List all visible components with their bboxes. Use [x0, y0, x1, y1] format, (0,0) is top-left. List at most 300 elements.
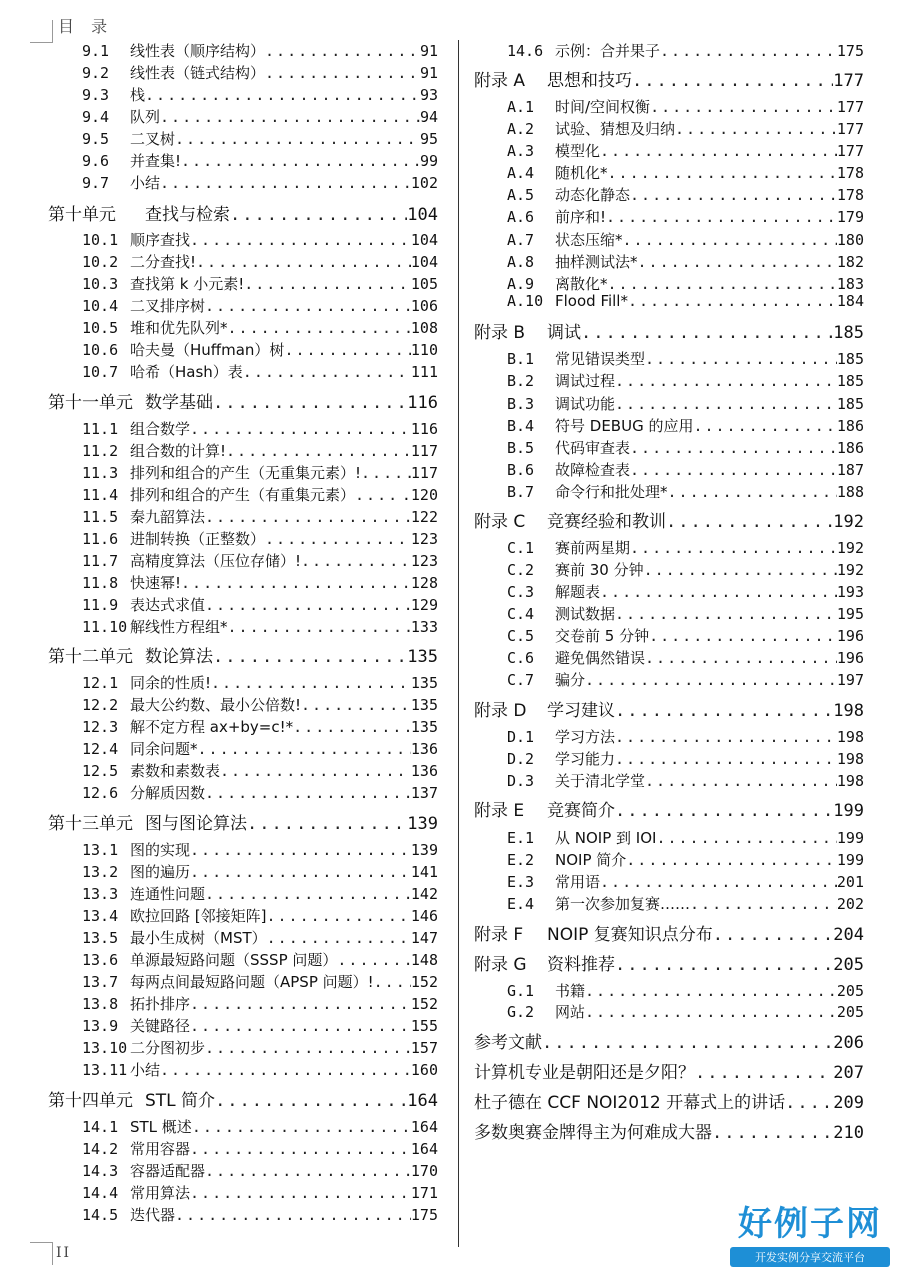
toc-entry-row[interactable]	[507, 726, 864, 748]
dot-leader	[615, 701, 833, 721]
toc-entry-row[interactable]	[82, 883, 438, 905]
page-ref: 177	[833, 71, 864, 91]
entry-title: 赛前两星期	[555, 539, 631, 557]
dot-leader	[181, 574, 411, 592]
dot-leader	[585, 1003, 837, 1021]
toc-entry-row[interactable]	[82, 229, 438, 251]
entry-number: A.1	[507, 98, 535, 116]
dot-leader	[205, 784, 411, 802]
toc-chapter-row[interactable]	[474, 66, 864, 92]
entry-number: A.9	[507, 275, 535, 293]
dot-leader	[355, 486, 402, 504]
dot-leader	[190, 1017, 411, 1035]
page-ref: 104	[410, 253, 438, 271]
dot-leader	[713, 925, 834, 945]
page-ref: 177	[836, 142, 864, 160]
page-ref: 135	[407, 647, 438, 667]
toc-entry-row[interactable]	[82, 1116, 438, 1138]
toc-entry-row[interactable]	[507, 481, 864, 503]
dot-leader	[656, 829, 836, 847]
entry-number: 12.4	[82, 740, 119, 758]
entry-number: 11.7	[82, 552, 119, 570]
toc-entry-row[interactable]	[507, 893, 864, 915]
toc-entry-row[interactable]	[507, 437, 864, 459]
entry-title: 状态压缩*	[555, 231, 623, 249]
toc-entry-row[interactable]	[507, 537, 864, 559]
toc-chapter-row[interactable]	[474, 1088, 864, 1114]
entry-title: 从 NOIP 到 IOI	[555, 829, 657, 847]
entry-title: 每两点间最短路问题（APSP 问题）!	[130, 973, 374, 991]
dot-leader	[615, 395, 837, 413]
toc-entry-row[interactable]	[82, 861, 438, 883]
dot-leader	[608, 275, 837, 293]
toc-entry-row[interactable]	[82, 1059, 438, 1081]
entry-title: 常用算法	[130, 1184, 191, 1202]
toc-entry-row[interactable]	[82, 62, 438, 84]
entry-title: 堆和优先队列*	[130, 319, 228, 337]
toc-entry-row[interactable]	[507, 206, 864, 228]
toc-entry-row[interactable]	[82, 418, 438, 440]
dot-leader	[190, 863, 411, 881]
dot-leader	[215, 1091, 407, 1111]
dot-leader	[675, 120, 837, 138]
toc-entry-row[interactable]	[82, 40, 438, 62]
page-ref: 185	[836, 372, 864, 390]
entry-title: 关于清北学堂	[555, 772, 646, 790]
entry-title: 排列和组合的产生（无重集元素）!	[130, 464, 362, 482]
chapter-title: 图与图论算法	[145, 814, 247, 834]
entry-number: G.2	[507, 1003, 535, 1021]
toc-entry-row[interactable]	[82, 738, 438, 760]
entry-title: 随机化*	[555, 164, 608, 182]
entry-number: 11.5	[82, 508, 119, 526]
entry-number: 13.10	[82, 1039, 128, 1057]
entry-title: 网站	[555, 1003, 586, 1021]
entry-number: A.7	[507, 231, 535, 249]
entry-title: 同余问题*	[130, 740, 198, 758]
chapter-title: 竞赛经验和教训	[547, 512, 666, 532]
entry-title: 小结	[130, 174, 161, 192]
page-ref: 108	[410, 319, 438, 337]
entry-number: B.4	[507, 417, 535, 435]
page-ref: 175	[410, 1206, 438, 1224]
toc-entry-row[interactable]	[82, 905, 438, 927]
entry-number: B.2	[507, 372, 535, 390]
dot-leader	[192, 1118, 411, 1136]
chapter-number: 附录 F	[474, 925, 524, 945]
page-ref: 202	[836, 895, 864, 913]
toc-entry-row[interactable]	[82, 440, 438, 462]
entry-title: 线性表（链式结构）	[130, 64, 266, 82]
entry-title: 图的遍历	[130, 863, 191, 881]
dot-leader	[542, 1033, 833, 1053]
page-ref: 147	[410, 929, 438, 947]
toc-entry-row[interactable]	[507, 162, 864, 184]
toc-entry-row[interactable]	[82, 462, 438, 484]
entry-number: 9.5	[82, 130, 110, 148]
entry-number: 9.7	[82, 174, 110, 192]
toc-chapter-row[interactable]	[48, 1086, 438, 1112]
toc-chapter-row[interactable]	[48, 200, 438, 226]
dot-leader	[608, 164, 837, 182]
entry-number: C.7	[507, 671, 535, 689]
entry-title: Flood Fill*	[555, 292, 628, 310]
entry-title: 二叉排序树	[130, 297, 206, 315]
toc-entry-row[interactable]	[507, 559, 864, 581]
entry-title: 高精度算法（压位存储）!	[130, 552, 302, 570]
dot-leader	[205, 297, 411, 315]
toc-entry-row[interactable]	[82, 172, 438, 194]
toc-entry-row[interactable]	[507, 625, 864, 647]
site-logo	[730, 1196, 890, 1267]
page-number: II	[56, 1245, 72, 1261]
entry-title: 同余的性质!	[130, 674, 212, 692]
entry-title: 连通性问题	[130, 885, 206, 903]
dot-leader	[660, 42, 837, 60]
toc-entry-row[interactable]	[82, 971, 438, 993]
dot-leader	[644, 561, 837, 579]
entry-number: B.7	[507, 483, 535, 501]
toc-entry-row[interactable]	[82, 1204, 438, 1226]
dot-leader	[695, 1063, 833, 1083]
dot-leader	[175, 130, 420, 148]
dot-leader	[181, 152, 420, 170]
entry-number: 13.8	[82, 995, 119, 1013]
toc-entry-row[interactable]	[507, 748, 864, 770]
entry-number: 11.3	[82, 464, 119, 482]
entry-number: A.5	[507, 186, 535, 204]
toc-entry-row[interactable]	[82, 760, 438, 782]
page-ref: 135	[410, 718, 438, 736]
dot-leader	[190, 841, 411, 859]
toc-entry-row[interactable]	[82, 1037, 438, 1059]
page-ref: 93	[419, 86, 438, 104]
toc-chapter-row[interactable]	[48, 388, 438, 414]
dot-leader	[265, 42, 420, 60]
entry-number: 9.1	[82, 42, 110, 60]
entry-title: STL 概述	[130, 1118, 192, 1136]
page-ref: 192	[836, 539, 864, 557]
page-ref: 110	[410, 341, 438, 359]
entry-number: 11.8	[82, 574, 119, 592]
toc-entry-row[interactable]	[82, 1015, 438, 1037]
toc-entry-row[interactable]	[82, 694, 438, 716]
dot-leader	[628, 292, 837, 310]
toc-entry-row[interactable]	[82, 150, 438, 172]
entry-number: 13.1	[82, 841, 119, 859]
page-ref: 148	[410, 951, 438, 969]
entry-title: 测试数据	[555, 605, 616, 623]
toc-entry-row[interactable]	[507, 118, 864, 140]
entry-title: 解线性方程组*	[130, 618, 228, 636]
entry-title: 第一次参加复赛……	[555, 895, 691, 913]
page-ref: 186	[836, 439, 864, 457]
toc-entry-row[interactable]	[82, 317, 438, 339]
toc-entry-row[interactable]	[507, 393, 864, 415]
entry-number: 13.5	[82, 929, 119, 947]
dot-leader	[293, 718, 411, 736]
page-ref: 164	[407, 1091, 438, 1111]
entry-title: 栈	[130, 86, 146, 104]
dot-leader	[615, 728, 837, 746]
page-ref: 175	[836, 42, 864, 60]
entry-title: 最大公约数、最小公倍数!	[130, 696, 302, 714]
dot-leader	[196, 253, 411, 271]
page-ref: 139	[407, 814, 438, 834]
page-ref: 188	[836, 483, 864, 501]
toc-entry-row[interactable]	[82, 927, 438, 949]
toc-chapter-row[interactable]	[48, 809, 438, 835]
entry-title: 图的实现	[130, 841, 191, 859]
entry-title: 前序和!	[555, 208, 607, 226]
entry-number: 10.6	[82, 341, 119, 359]
toc-entry-row[interactable]	[507, 140, 864, 162]
toc-entry-row[interactable]	[82, 1138, 438, 1160]
page-ref: 187	[836, 461, 864, 479]
dot-leader	[175, 1206, 411, 1224]
page-ref: 94	[419, 108, 438, 126]
dot-leader	[690, 895, 837, 913]
page-ref: 205	[836, 1003, 864, 1021]
page-ref: 160	[410, 1061, 438, 1079]
chapter-title: 学习建议	[547, 701, 615, 721]
toc-chapter-row[interactable]	[474, 507, 864, 533]
entry-number: 12.3	[82, 718, 119, 736]
entry-title: 时间/空间权衡	[555, 98, 651, 116]
page-ref: 152	[410, 973, 438, 991]
entry-number: 10.3	[82, 275, 119, 293]
entry-title: 关键路径	[130, 1017, 191, 1035]
entry-title: NOIP 简介	[555, 851, 627, 869]
entry-number: B.1	[507, 350, 535, 368]
dot-leader	[630, 461, 837, 479]
page-ref: 133	[410, 618, 438, 636]
dot-leader	[265, 530, 411, 548]
dot-leader	[650, 98, 837, 116]
toc-entry-row[interactable]	[507, 96, 864, 118]
dot-leader	[632, 71, 833, 91]
page-ref: 193	[836, 583, 864, 601]
dot-leader	[205, 596, 411, 614]
toc-entry-row[interactable]	[82, 528, 438, 550]
toc-entry-row[interactable]	[82, 672, 438, 694]
page-ref: 136	[410, 740, 438, 758]
toc-entry-row[interactable]	[507, 980, 864, 1002]
entry-title: 解题表	[555, 583, 601, 601]
dot-leader	[211, 674, 411, 692]
toc-entry-row[interactable]	[82, 1160, 438, 1182]
entry-number: C.4	[507, 605, 535, 623]
entry-number: E.3	[507, 873, 535, 891]
chapter-number: 附录 C	[474, 512, 526, 532]
toc-entry-row[interactable]	[507, 415, 864, 437]
chapter-number: 第十四单元	[48, 1091, 133, 1111]
entry-title: 交卷前 5 分钟	[555, 627, 650, 645]
toc-chapter-row[interactable]	[474, 950, 864, 976]
page-ref: 116	[410, 420, 438, 438]
entry-number: E.4	[507, 895, 535, 913]
entry-number: B.6	[507, 461, 535, 479]
entry-number: A.3	[507, 142, 535, 160]
chapter-number: 附录 D	[474, 701, 527, 721]
page-ref: 139	[410, 841, 438, 859]
toc-entry-row[interactable]	[507, 647, 864, 669]
chapter-title: 思想和技巧	[547, 71, 632, 91]
toc-chapter-row[interactable]	[474, 318, 864, 344]
entry-number: 12.5	[82, 762, 119, 780]
entry-title: 拓扑排序	[130, 995, 191, 1013]
toc-chapter-row[interactable]	[474, 920, 864, 946]
dot-leader	[205, 1162, 411, 1180]
page-ref: 198	[836, 728, 864, 746]
entry-number: 9.3	[82, 86, 110, 104]
dot-leader	[247, 814, 407, 834]
page-ref: 117	[410, 442, 438, 460]
toc-entry-row[interactable]	[507, 770, 864, 792]
chapter-title: 数学基础	[145, 393, 213, 413]
toc-entry-row[interactable]	[82, 361, 438, 383]
dot-leader	[585, 671, 837, 689]
dot-leader	[374, 973, 411, 991]
page-ref: 157	[410, 1039, 438, 1057]
logo-sub-text: 开发实例分享交流平台	[730, 1247, 890, 1267]
entry-title: 进制转换（正整数）	[130, 530, 266, 548]
entry-title: 顺序查找	[130, 231, 191, 249]
entry-number: 10.5	[82, 319, 119, 337]
entry-number: B.5	[507, 439, 535, 457]
toc-chapter-row[interactable]	[474, 1058, 864, 1084]
toc-entry-row[interactable]	[507, 184, 864, 206]
page-ref: 155	[410, 1017, 438, 1035]
dot-leader	[265, 64, 420, 82]
page-ref: 196	[836, 627, 864, 645]
dot-leader	[712, 1123, 833, 1143]
toc-entry-row[interactable]	[82, 506, 438, 528]
toc-entry-row[interactable]	[507, 251, 864, 273]
page-ref: 177	[836, 98, 864, 116]
dot-leader	[220, 762, 411, 780]
entry-title: 骗分	[555, 671, 586, 689]
toc-entry-row[interactable]	[82, 949, 438, 971]
entry-number: 14.5	[82, 1206, 119, 1224]
toc-entry-row[interactable]	[82, 106, 438, 128]
toc-entry-row[interactable]	[82, 1182, 438, 1204]
toc-chapter-row[interactable]	[474, 796, 864, 822]
toc-entry-row[interactable]	[507, 229, 864, 251]
page-ref: 182	[836, 253, 864, 271]
dot-leader	[244, 275, 411, 293]
entry-title: 小结	[130, 1061, 161, 1079]
toc-entry-row[interactable]	[82, 273, 438, 295]
entry-number: C.2	[507, 561, 535, 579]
toc-chapter-row[interactable]	[474, 1028, 864, 1054]
toc-entry-row[interactable]	[507, 292, 864, 314]
toc-entry-row[interactable]	[507, 459, 864, 481]
entry-number: 14.1	[82, 1118, 119, 1136]
page-ref: 117	[410, 464, 438, 482]
entry-number: 14.4	[82, 1184, 119, 1202]
chapter-title: 竞赛简介	[547, 801, 615, 821]
entry-title: 书籍	[555, 982, 586, 1000]
entry-number: 10.2	[82, 253, 119, 271]
toc-entry-row[interactable]	[507, 827, 864, 849]
toc-entry-row[interactable]	[82, 339, 438, 361]
toc-entry-row[interactable]	[507, 603, 864, 625]
toc-chapter-row[interactable]	[48, 642, 438, 668]
toc-entry-row[interactable]	[82, 993, 438, 1015]
dot-leader	[645, 649, 837, 667]
logo-main-text: 好例子网	[738, 1204, 882, 1244]
entry-number: 13.9	[82, 1017, 119, 1035]
dot-leader	[160, 1061, 411, 1079]
chapter-title: STL 简介	[145, 1091, 216, 1111]
entry-number: 11.6	[82, 530, 119, 548]
page-ref: 205	[833, 955, 864, 975]
page-header-title: 目 录	[58, 17, 114, 36]
toc-entry-row[interactable]	[507, 871, 864, 893]
chapter-number: 第十单元	[48, 205, 116, 225]
toc-entry-row[interactable]	[82, 572, 438, 594]
page-ref: 141	[410, 863, 438, 881]
entry-title: 赛前 30 分钟	[555, 561, 644, 579]
page-ref: 207	[833, 1063, 864, 1083]
page-ref: 106	[410, 297, 438, 315]
page-ref: 104	[407, 205, 438, 225]
entry-number: 11.9	[82, 596, 119, 614]
entry-title: 二叉树	[130, 130, 176, 148]
toc-entry-row[interactable]	[507, 669, 864, 691]
toc-entry-row[interactable]	[82, 84, 438, 106]
entry-number: E.2	[507, 851, 535, 869]
dot-leader	[668, 483, 837, 501]
toc-entry-row[interactable]	[82, 295, 438, 317]
dot-leader	[198, 740, 411, 758]
toc-entry-row[interactable]	[507, 581, 864, 603]
toc-entry-row[interactable]	[507, 849, 864, 871]
toc-chapter-row[interactable]	[474, 696, 864, 722]
entry-number: A.2	[507, 120, 535, 138]
toc-entry-row[interactable]	[507, 40, 864, 62]
dot-leader	[205, 885, 411, 903]
dot-leader	[785, 1093, 833, 1113]
entry-title: 离散化*	[555, 275, 608, 293]
toc-entry-row[interactable]	[82, 616, 438, 638]
toc-entry-row[interactable]	[82, 550, 438, 572]
page-ref: 210	[833, 1123, 864, 1143]
toc-entry-row[interactable]	[507, 1001, 864, 1023]
page-ref: 183	[836, 275, 864, 293]
toc-entry-row[interactable]	[82, 839, 438, 861]
toc-entry-row[interactable]	[82, 484, 438, 506]
toc-entry-row[interactable]	[507, 348, 864, 370]
dot-leader	[267, 929, 411, 947]
entry-title: 哈夫曼（Huffman）树	[130, 341, 285, 359]
toc-entry-row[interactable]	[82, 594, 438, 616]
dot-leader	[228, 319, 411, 337]
page-ref: 204	[833, 925, 864, 945]
toc-entry-row[interactable]	[82, 716, 438, 738]
entry-title: 示例：合并果子	[555, 42, 661, 60]
toc-entry-row[interactable]	[82, 128, 438, 150]
entry-title: 调试功能	[555, 395, 616, 413]
toc-chapter-row[interactable]	[474, 1118, 864, 1144]
page-ref: 105	[410, 275, 438, 293]
toc-entry-row[interactable]	[82, 782, 438, 804]
page-ref: 91	[419, 64, 438, 82]
page-ref: 185	[836, 395, 864, 413]
toc-entry-row[interactable]	[82, 251, 438, 273]
toc-entry-row[interactable]	[507, 370, 864, 392]
